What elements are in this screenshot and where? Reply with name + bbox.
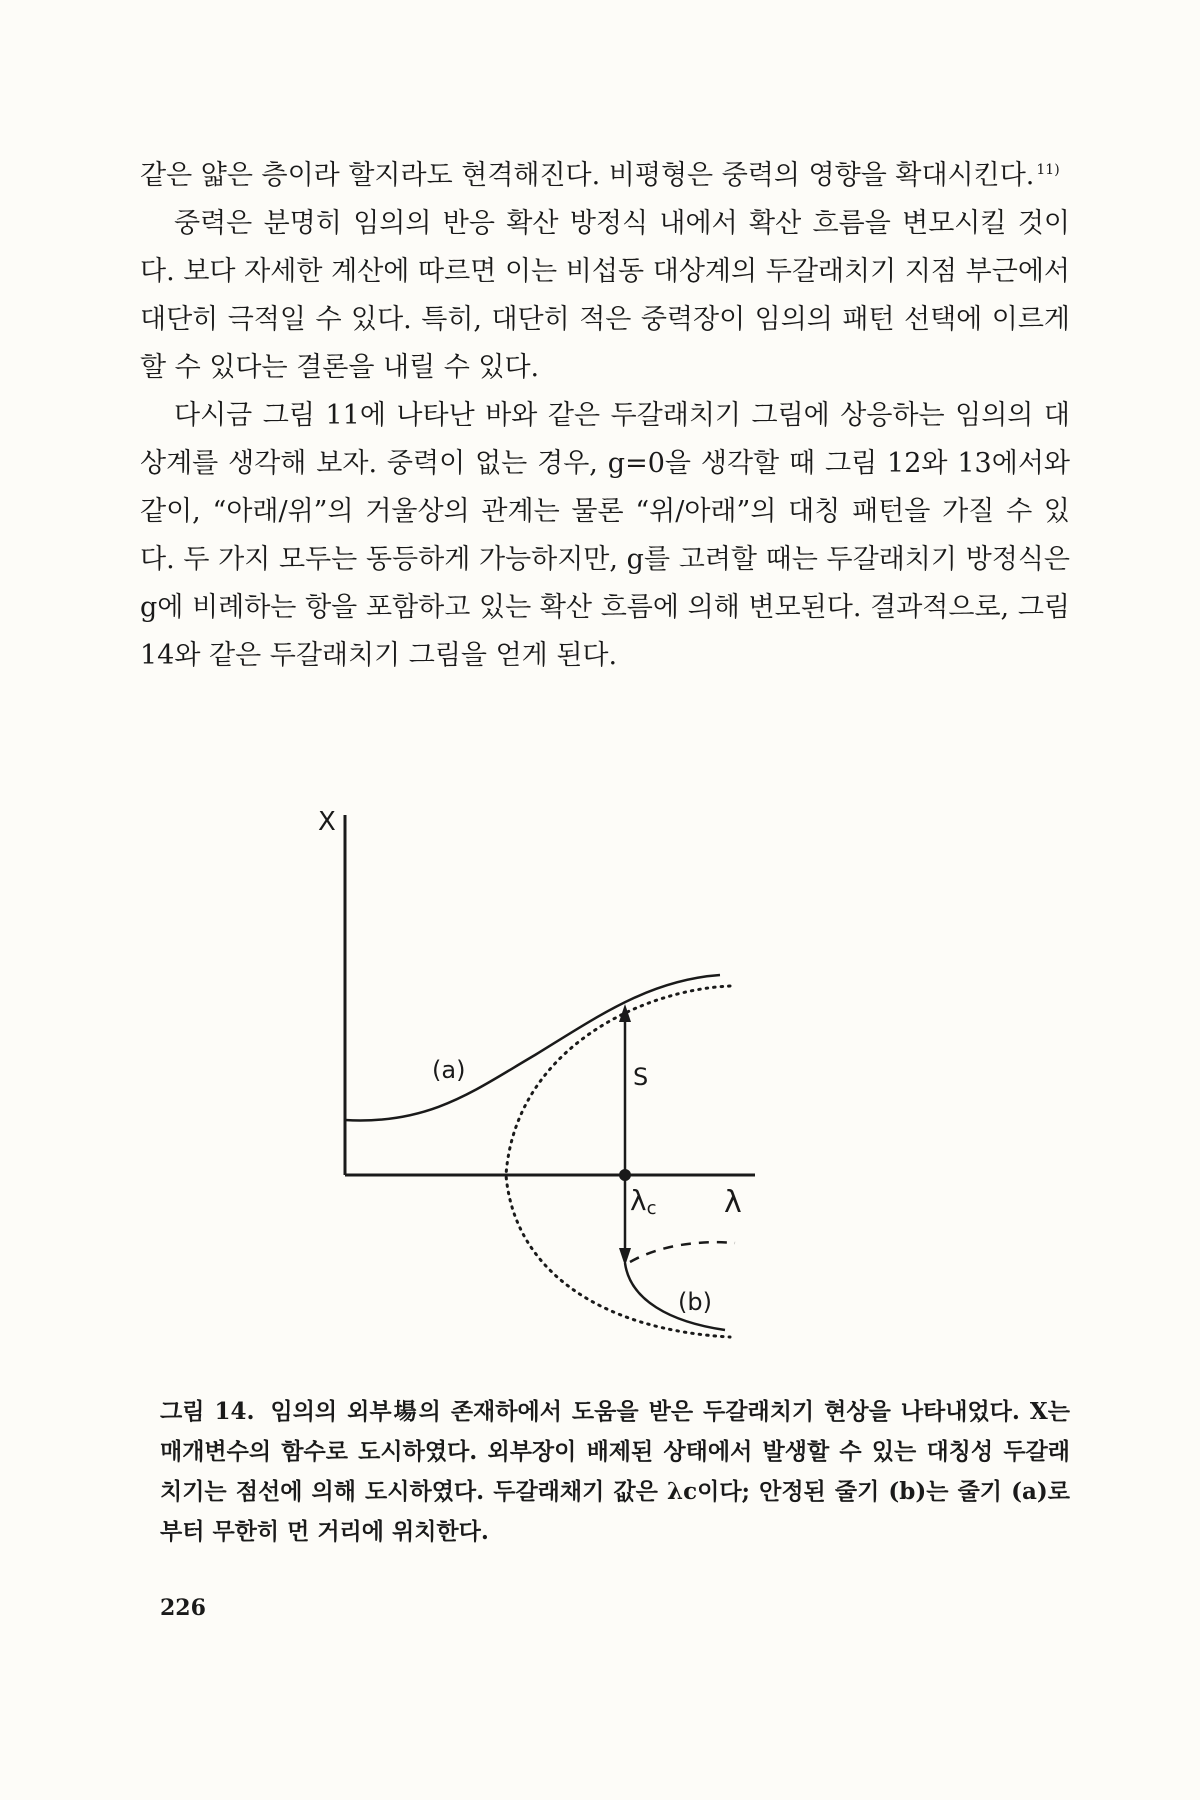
symmetric-bifurcation-dotted — [506, 986, 730, 1337]
x-axis-label: λ — [724, 1185, 742, 1220]
critical-label — [630, 1184, 656, 1219]
paragraph-1-text: 같은 얇은 층이라 할지라도 현격해진다. 비평형은 중력의 영향을 확대시킨다. — [140, 160, 1035, 191]
gap-label: S — [633, 1063, 649, 1091]
gap-arrow-up-head — [619, 1004, 631, 1022]
dashed-branch — [630, 1242, 735, 1262]
bifurcation-diagram — [300, 800, 860, 1380]
footnote-marker: 11) — [1036, 162, 1060, 178]
paragraph-2: 중력은 분명히 임의의 반응 확산 방정식 내에서 확산 흐름을 변모시킬 것이다. 보다 자세한 계산에 따르면 이는 비섭동 대상계의 두갈래치기 지점 부근에서 대단히 극적일 수 있다. 특히, 대단히 적은 중력장이 임의의 패턴 선택에 이르게 할 수 있다는 결론을 내릴 수 있다. — [140, 208, 1070, 383]
body-text — [140, 152, 1070, 680]
page-number: 226 — [160, 1595, 206, 1621]
critical-label-lambda: λ — [630, 1184, 647, 1217]
branch-a-label: (a) — [432, 1056, 466, 1084]
paragraph-3: 다시금 그림 11에 나타난 바와 같은 두갈래치기 그림에 상응하는 임의의 대상계를 생각해 보자. 중력이 없는 경우, g=0을 생각할 때 그림 12와 13에서와 같이, “아래/위”의 거울상의 관계는 물론 “위/아래”의 대칭 패턴을 가질 수 있다. 두 가지 모두는 동등하게 가능하지만, g를 고려할 때는 두갈래치기 방정식은 g에 비례하는 항을 포함하고 있는 확산 흐름에 의해 변모된다. 결과적으로, 그림 14와 같은 두갈래치기 그림을 얻게 된다. — [140, 400, 1070, 671]
y-axis-label: X — [318, 807, 336, 837]
paragraph-1 — [140, 152, 1070, 200]
caption-text: 임의의 외부場의 존재하에서 도움을 받은 두갈래치기 현상을 나타내었다. X는 매개변수의 함수로 도시하였다. 외부장이 배제된 상태에서 발생할 수 있는 대칭성 두갈래치기는 점선에 의해 도시하였다. 두갈래채기 값은 λc이다; 안정된 줄기 (b)는 줄기 (a)로부터 무한히 먼 거리에 위치한다. — [160, 1398, 1070, 1545]
branch-b-label: (b) — [678, 1288, 712, 1316]
caption-label: 그림 14. — [160, 1398, 255, 1425]
gap-arrow-down-head — [619, 1248, 631, 1266]
bifurcation-figure — [300, 800, 860, 1380]
figure-caption — [160, 1392, 1070, 1552]
critical-point — [619, 1169, 631, 1181]
critical-label-subscript: c — [646, 1198, 657, 1219]
